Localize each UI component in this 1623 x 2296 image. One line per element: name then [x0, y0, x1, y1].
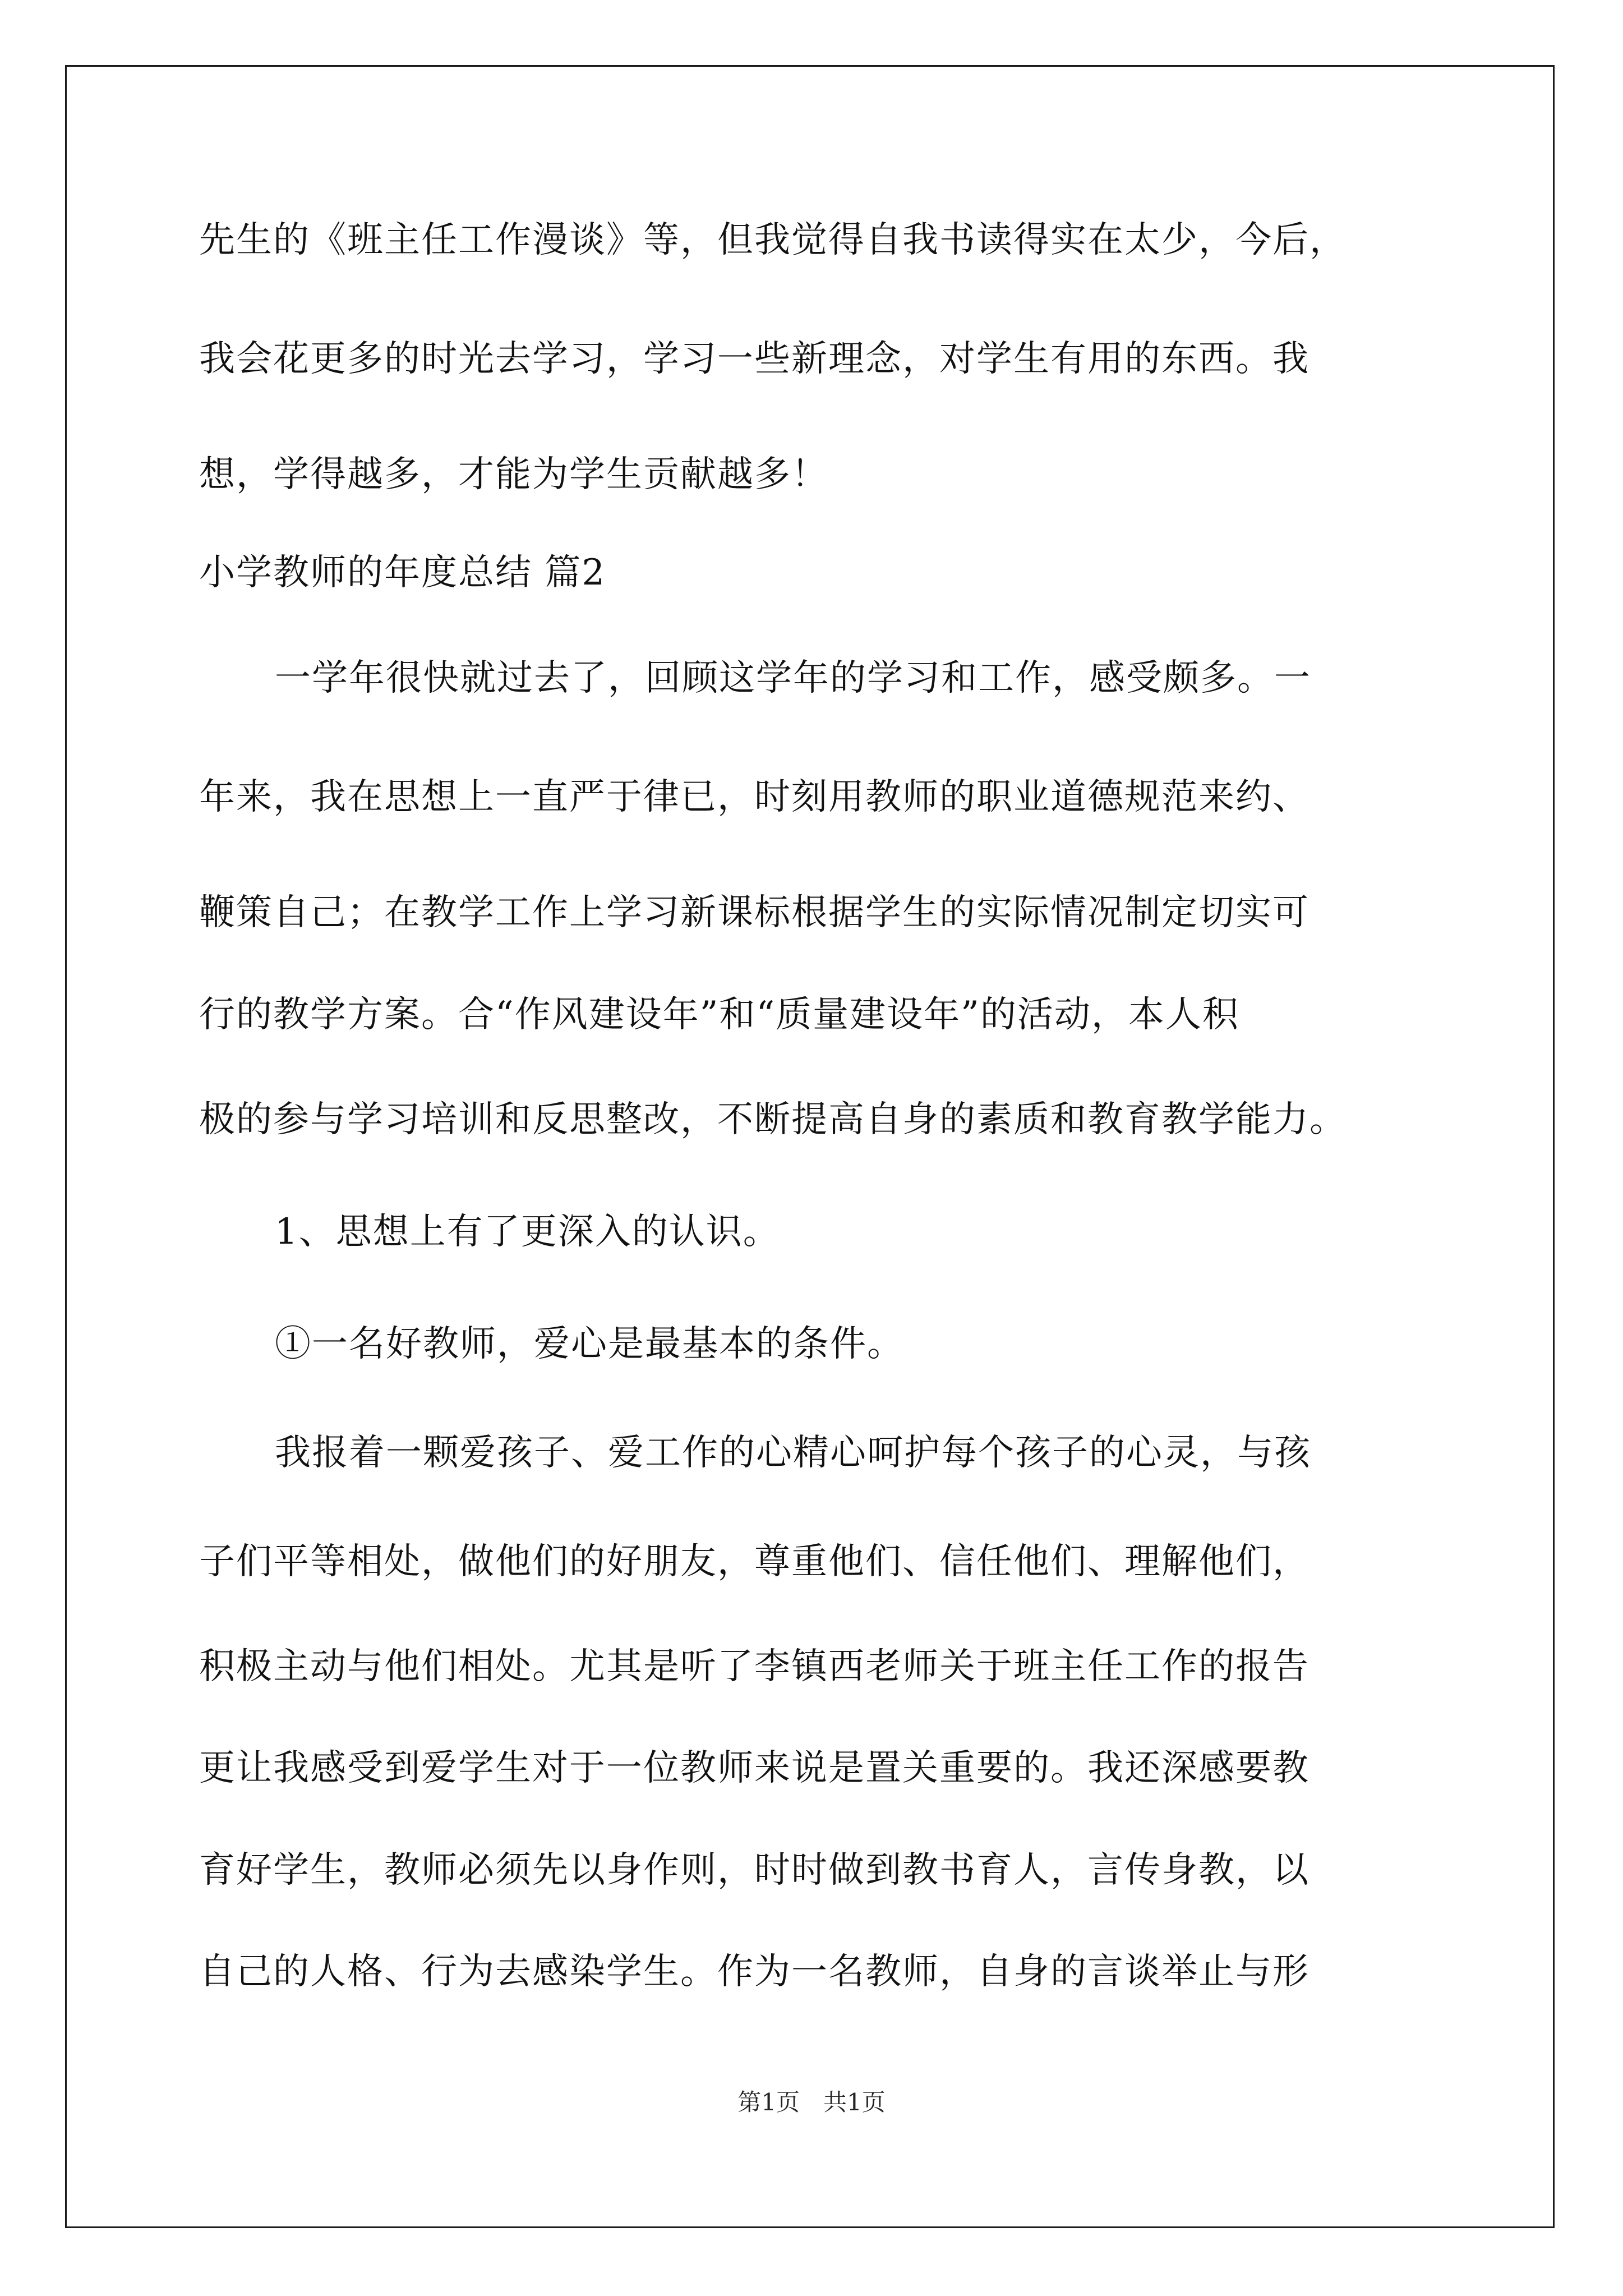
text-line: 自己的人格、行为去感染学生。作为一名教师，自身的言谈举止与形: [199, 1951, 1310, 1993]
text-line: 更让我感受到爱学生对于一位教师来说是置关重要的。我还深感要教: [199, 1747, 1310, 1789]
circled-heading: ①一名好教师，爱心是最基本的条件。: [275, 1323, 904, 1365]
section-heading: 小学教师的年度总结 篇2: [199, 552, 606, 593]
text-line: 我报着一颗爱孩子、爱工作的心精心呵护每个孩子的心灵，与孩: [275, 1432, 1311, 1474]
text-line: 一学年很快就过去了，回顾这学年的学习和工作，感受颇多。一: [275, 657, 1311, 699]
text-line: 我会花更多的时光去学习，学习一些新理念，对学生有用的东西。我: [199, 338, 1310, 380]
page-border: [65, 65, 1555, 2228]
text-line: 鞭策自己；在教学工作上学习新课标根据学生的实际情况制定切实可: [199, 892, 1310, 933]
numbered-heading: 1、思想上有了更深入的认识。: [275, 1211, 780, 1253]
text-line: 年来，我在思想上一直严于律已，时刻用教师的职业道德规范来约、: [199, 776, 1310, 818]
text-line: 极的参与学习培训和反思整改，不断提高自身的素质和教育教学能力。: [199, 1099, 1347, 1140]
text-line: 行的教学方案。合“作风建设年”和“质量建设年”的活动，本人积: [199, 994, 1239, 1036]
text-line: 积极主动与他们相处。尤其是听了李镇西老师关于班主任工作的报告: [199, 1646, 1310, 1687]
text-line: 先生的《班主任工作漫谈》等，但我觉得自我书读得实在太少，今后，: [199, 219, 1347, 261]
page-number: 第1页 共1页: [737, 2088, 886, 2116]
text-line: 想，学得越多，才能为学生贡献越多！: [199, 454, 828, 495]
text-line: 育好学生，教师必须先以身作则，时时做到教书育人，言传身教，以: [199, 1849, 1310, 1891]
text-line: 子们平等相处，做他们的好朋友，尊重他们、信任他们、理解他们，: [199, 1541, 1310, 1582]
